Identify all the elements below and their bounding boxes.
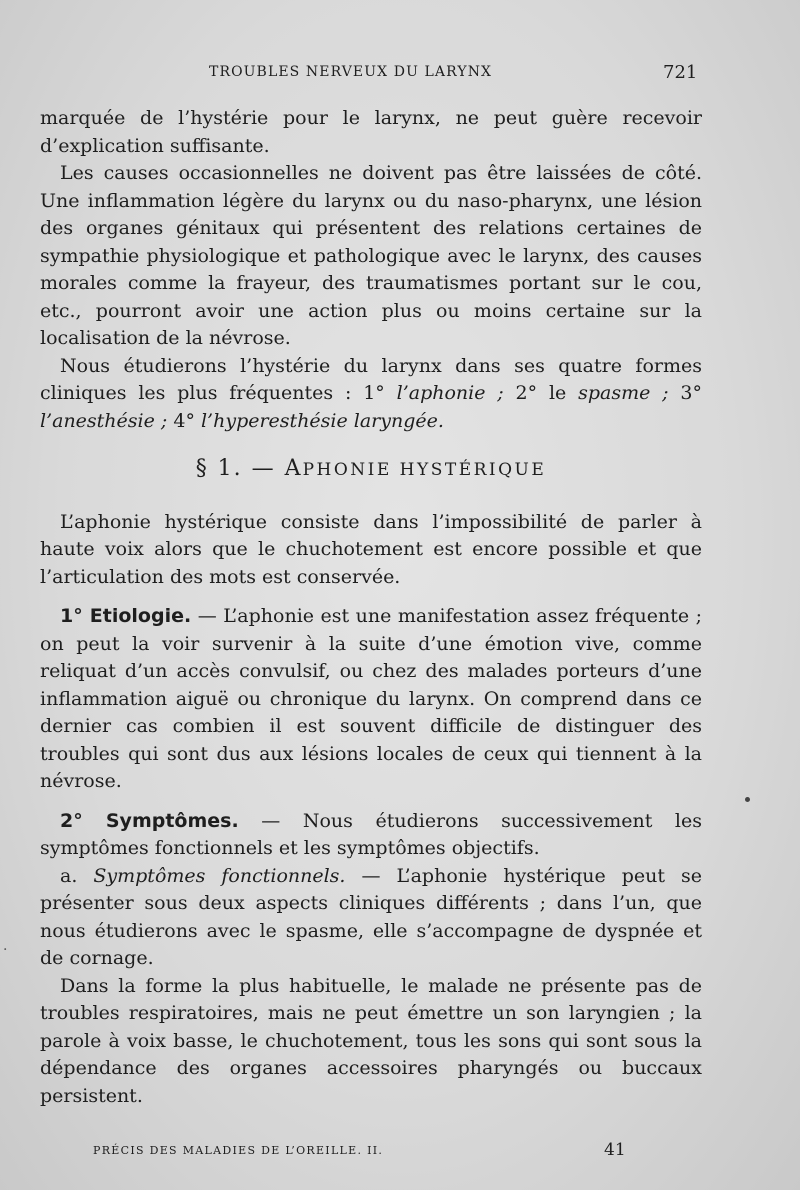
subheading-fonctionnels: Symptômes fonctionnels. (93, 864, 346, 887)
margin-mark: · (3, 942, 8, 958)
subheading-symptomes: 2° Symptômes. (60, 809, 239, 832)
ink-speck (745, 797, 750, 802)
paragraph-text: a. (60, 864, 94, 887)
paragraph-forme-habituelle (40, 973, 702, 1111)
paragraph-text: marquée de l’hystérie pour le larynx, ne peut guère recevoir d’explication suffisante. (40, 107, 702, 157)
footer-book-title: PRÉCIS DES MALADIES DE L’OREILLE. II. (93, 1144, 384, 1157)
page-footer (0, 1140, 800, 1160)
paragraph-continued (40, 105, 702, 160)
paragraph-text: 2° le (503, 382, 579, 404)
form-hyperesthesie: l’hyperesthésie laryngée. (200, 409, 444, 432)
body-text (40, 105, 702, 1110)
paragraph-forms (40, 353, 702, 436)
paragraph-text: Les causes occasionnelles ne doivent pas être laissées de côté. Une inflammation légère du larynx ou du naso-pharynx, une lésion des organes génitaux qui présentent des relations certaines de sympathie physiologique et pathologique avec le larynx, des causes morales comme la frayeur, des traumatismes portant sur le cou, etc., pourront avoir une action plus ou moins certaine sur la localisation de la névrose. (40, 162, 702, 349)
paragraph-symptomes (40, 808, 702, 863)
paragraph-text: — Nous étudierons successivement les symptômes fonctionnels et les symptômes objectifs. (40, 809, 702, 859)
paragraph-text: — L’aphonie est une manifestation assez fréquente ; on peut la voir survenir à la suite d’une émotion vive, comme reliquat d’un accès convulsif, ou chez des malades porteurs d’une inflammation aiguë ou chronique du larynx. On comprend dans ce dernier cas combien il est souvent difficile de distinguer des troubles qui sont dus aux lésions locales de ceux qui tiennent à la névrose. (40, 605, 702, 792)
section-heading (40, 455, 702, 485)
section-number: § 1. — (195, 456, 276, 481)
paragraph-fonctionnels (40, 863, 702, 973)
paragraph-text: L’aphonie hystérique consiste dans l’impossibilité de parler à haute voix alors que le chuchotement est encore possible et que l’articulation des mots est conservée. (40, 510, 702, 588)
paragraph-text: 3° (668, 382, 702, 404)
form-aphonie: l’aphonie ; (396, 382, 504, 404)
running-header (0, 64, 800, 86)
paragraph-definition (40, 509, 702, 592)
subheading-etiologie: 1° Etiologie. (60, 605, 192, 627)
section-title-initial: A (284, 456, 303, 481)
paragraph-causes (40, 160, 702, 353)
paragraph-etiologie (40, 603, 702, 796)
spacer (40, 591, 702, 603)
running-title: TROUBLES NERVEUX DU LARYNX (209, 64, 493, 80)
paragraph-text: — L’aphonie hystérique peut se présenter sous deux aspects cliniques différents ; dans l’un, que nous étudierons avec le spasme, elle s’accompagne de dyspnée et de cornage. (40, 864, 702, 969)
form-spasme: spasme ; (578, 382, 669, 404)
form-anesthesie: l’anesthésie ; (40, 409, 168, 432)
page-number: 721 (663, 62, 698, 83)
spacer (40, 796, 702, 808)
paragraph-text: Dans la forme la plus habituelle, le malade ne présente pas de troubles respiratoires, mais ne peut émettre un son laryngien ; la parole à voix basse, le chuchotement, tous les sons qui sont sous la dépendance des organes accessoires pharyngés ou buccaux persistent. (40, 974, 702, 1107)
paragraph-text: 4° (167, 409, 201, 432)
section-title-rest: PHONIE HYSTÉRIQUE (302, 460, 547, 480)
paragraph-text: Nous étudierons l’hystérie du larynx dans ses quatre formes cliniques les plus fréquentes : 1° (40, 354, 702, 404)
signature-mark: 41 (604, 1140, 626, 1160)
